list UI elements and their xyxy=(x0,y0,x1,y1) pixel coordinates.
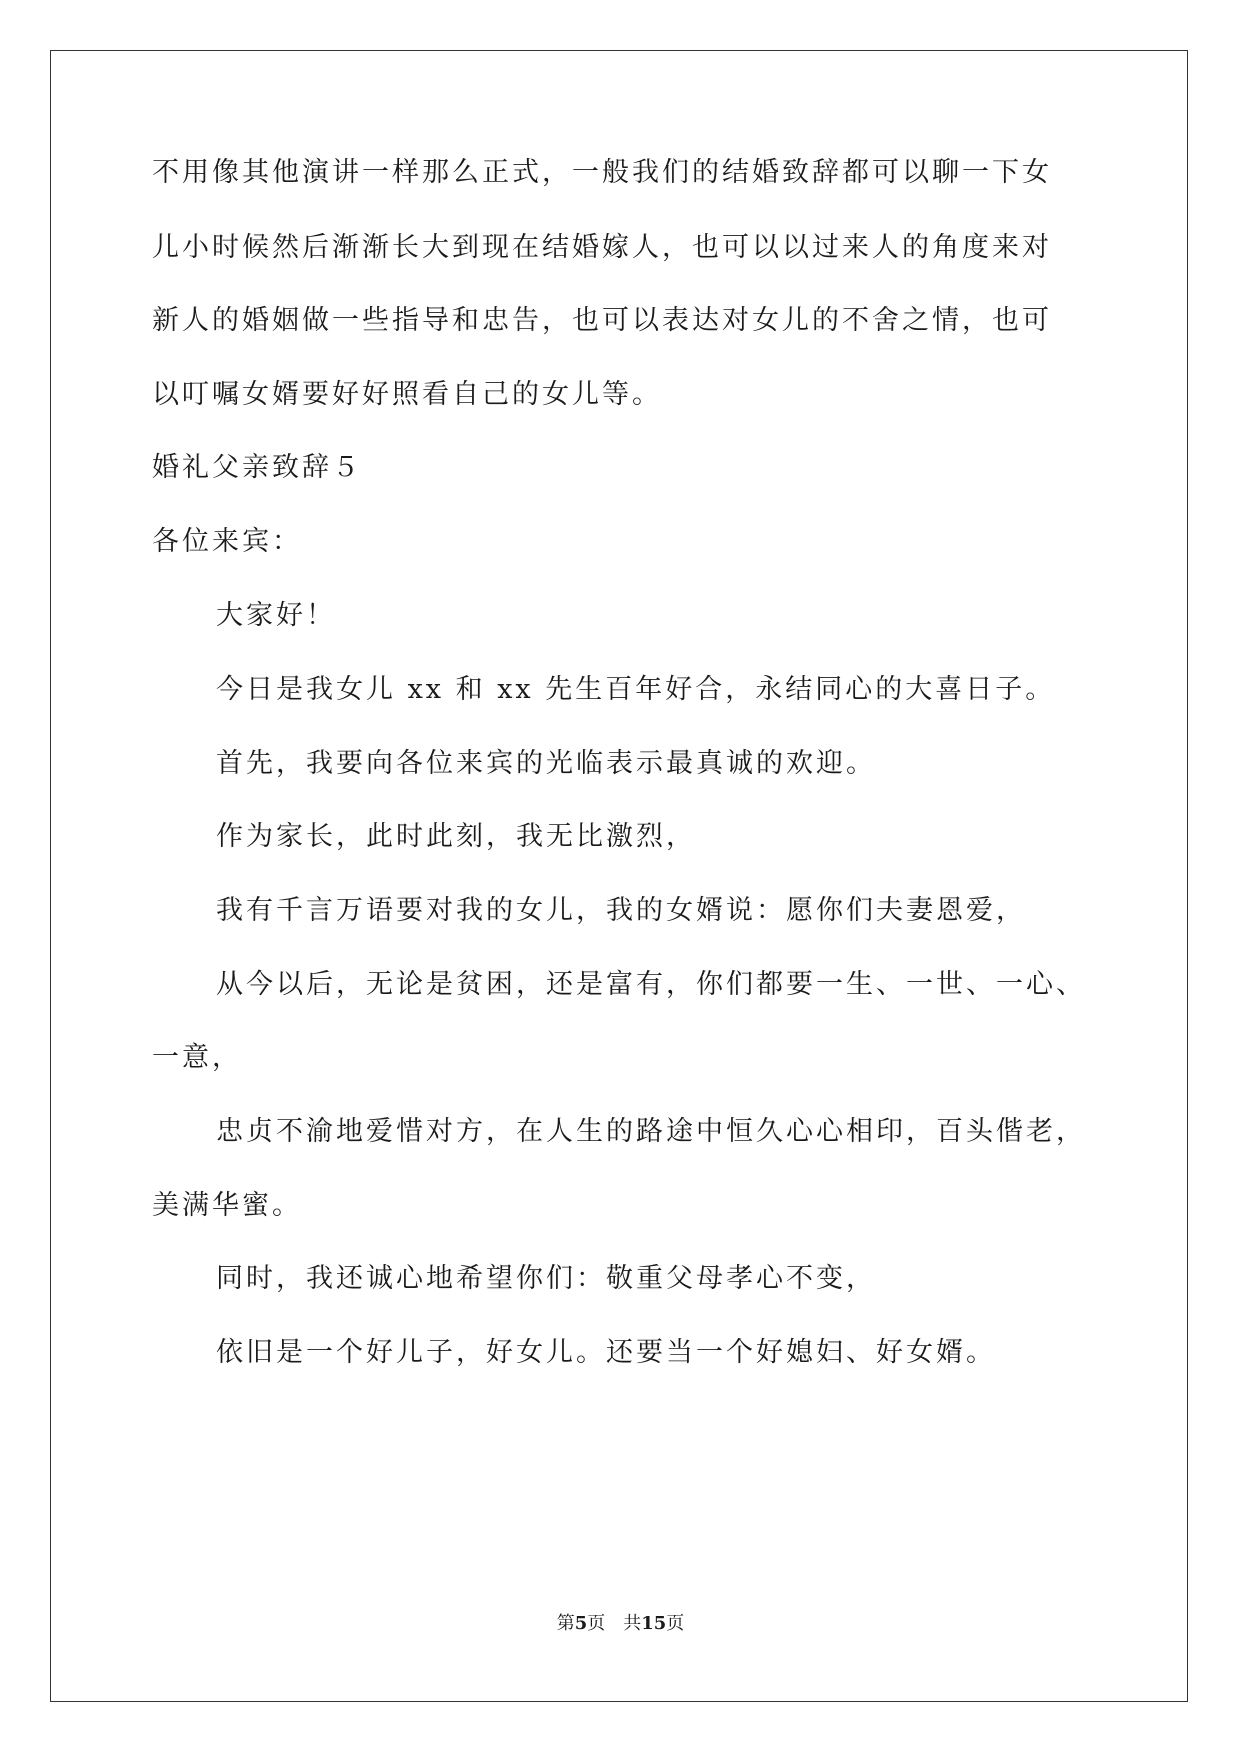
page-unit: 页 xyxy=(587,1613,606,1634)
paragraph-line: 以叮嘱女婿要好好照看自己的女儿等。 xyxy=(152,379,662,410)
paragraph-line: 美满华蜜。 xyxy=(152,1190,302,1221)
total-pages: 15 xyxy=(641,1613,667,1634)
total-unit: 页 xyxy=(666,1613,685,1634)
greeting: 大家好！ xyxy=(216,600,336,631)
paragraph-line: 不用像其他演讲一样那么正式，一般我们的结婚致辞都可以聊一下女 xyxy=(152,157,1052,188)
page-number: 5 xyxy=(574,1613,588,1634)
total-prefix: 共 xyxy=(623,1613,642,1634)
paragraph-line: 首先，我要向各位来宾的光临表示最真诚的欢迎。 xyxy=(216,748,876,779)
section-heading: 婚礼父亲致辞５ xyxy=(152,452,362,483)
paragraph-line: 同时，我还诚心地希望你们：敬重父母孝心不变， xyxy=(216,1263,876,1294)
paragraph-line: 今日是我女儿 xx 和 xx 先生百年好合，永结同心的大喜日子。 xyxy=(216,674,1056,705)
salutation: 各位来宾： xyxy=(152,526,302,557)
paragraph-line: 我有千言万语要对我的女儿，我的女婿说：愿你们夫妻恩爱， xyxy=(216,895,1026,926)
page-border xyxy=(50,50,1188,1702)
paragraph-line: 忠贞不渝地爱惜对方，在人生的路途中恒久心心相印，百头偕老， xyxy=(216,1116,1086,1147)
page-footer xyxy=(0,1612,1241,1636)
paragraph-line: 新人的婚姻做一些指导和忠告，也可以表达对女儿的不舍之情，也可 xyxy=(152,305,1052,336)
page-prefix: 第 xyxy=(556,1613,575,1634)
paragraph-line: 从今以后，无论是贫困，还是富有，你们都要一生、一世、一心、 xyxy=(216,969,1086,1000)
paragraph-line: 作为家长，此时此刻，我无比激烈， xyxy=(216,821,696,852)
paragraph-line: 依旧是一个好儿子，好女儿。还要当一个好媳妇、好女婿。 xyxy=(216,1337,996,1368)
paragraph-line: 一意， xyxy=(152,1042,242,1073)
paragraph-line: 儿小时候然后渐渐长大到现在结婚嫁人，也可以以过来人的角度来对 xyxy=(152,232,1052,263)
